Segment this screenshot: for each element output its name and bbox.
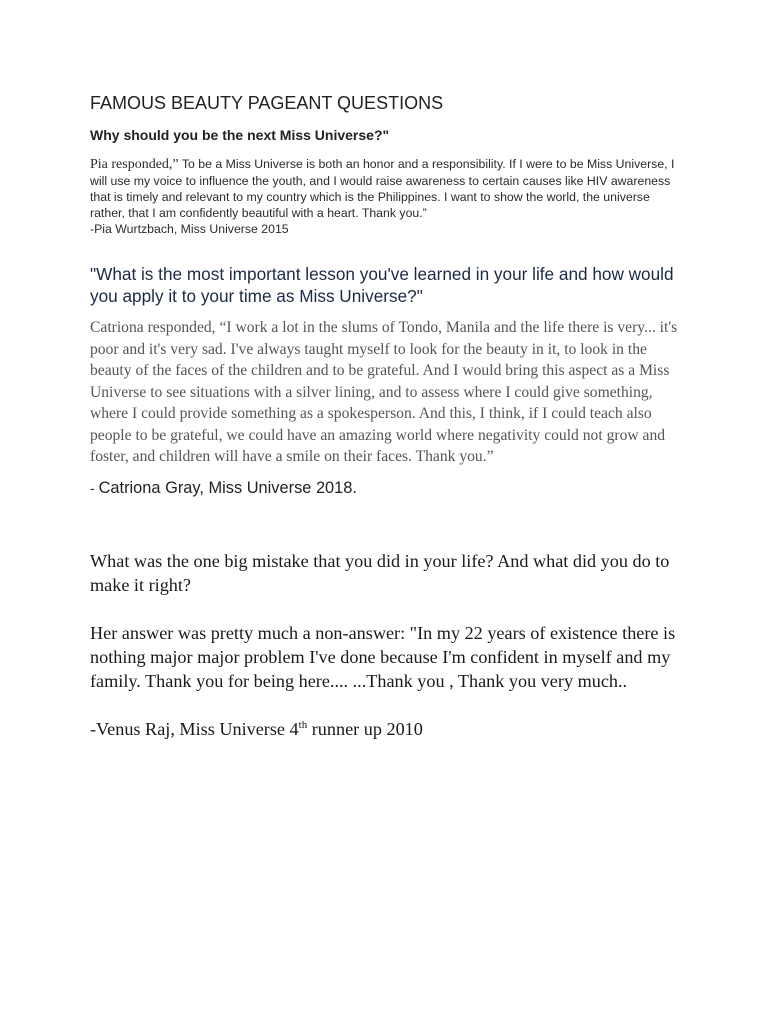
attribution-3-pre: -Venus Raj, Miss Universe 4 — [90, 718, 299, 739]
attribution-2 — [90, 477, 680, 499]
answer-1-lead: Pia responded,” — [90, 157, 179, 172]
attribution-3-post: runner up 2010 — [307, 718, 423, 739]
question-2: "What is the most important lesson you've learned in your life and how would you apply it to your time as Miss Universe?" — [90, 264, 674, 306]
attribution-1: -Pia Wurtzbach, Miss Universe 2015 — [90, 222, 289, 236]
answer-3: Her answer was pretty much a non-answer: "In my 22 years of existence there is nothing major major problem I've done because I'm confident in myself and my family. Thank you for being here.... ...Thank you , Thank you very much.. — [90, 622, 676, 691]
answer-1-body: To be a Miss Universe is both an honor and a responsibility. If I were to be Miss Universe, I will use my voice to influence the youth, and I would raise awareness to certain causes like HIV awareness that is timely and relevant to my country which is the Philippines. I want to show the world, the universe rather, that I am confidently beautiful with a heart. Thank you.” — [90, 157, 675, 220]
question-3: What was the one big mistake that you did in your life? And what did you do to make it right? — [90, 550, 670, 595]
attribution-2-text: Catriona Gray, Miss Universe 2018. — [98, 478, 357, 497]
answer-1 — [90, 156, 680, 237]
answer-2: Catriona responded, “I work a lot in the slums of Tondo, Manila and the life there is very... it's poor and it's very sad. I've always taught myself to look for the beauty in it, to look in the beauty of the faces of the children and to be grateful. And I would bring this aspect as a Miss Universe to see situations with a silver lining, and to assess where I could give something, where I could provide something as a spokesperson. And this, I think, if I could teach also people to be grateful, we could have an amazing world where negativity could not grow and foster, and children will have a smile on their faces. Thank you.” — [90, 319, 678, 465]
attribution-2-dash: - — [90, 479, 99, 496]
question-1: Why should you be the next Miss Universe?" — [90, 127, 390, 143]
attribution-3-sup: th — [298, 718, 308, 731]
document-title: FAMOUS BEAUTY PAGEANT QUESTIONS — [90, 93, 444, 113]
document-page — [90, 92, 680, 741]
attribution-3 — [90, 717, 680, 741]
